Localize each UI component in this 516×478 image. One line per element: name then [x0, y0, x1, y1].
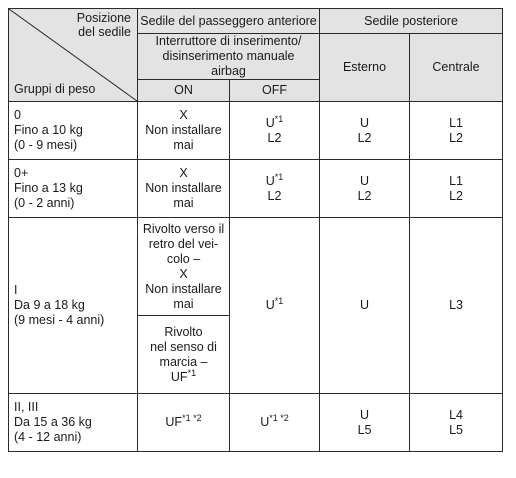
- position-label: Posizione del sedile: [76, 11, 131, 39]
- center-cell: L1 L2: [410, 102, 503, 160]
- table-row: [9, 218, 503, 316]
- group-cell: 0 Fino a 10 kg (0 - 9 mesi): [9, 102, 138, 160]
- rear-seat-header: Sedile posteriore: [320, 9, 503, 34]
- outer-cell: U L2: [320, 102, 410, 160]
- off-header: OFF: [230, 80, 320, 102]
- center-header: Centrale: [410, 34, 503, 102]
- header-corner-cell: [9, 9, 138, 102]
- off-cell: $U^{*1}$ L2: [230, 102, 320, 160]
- off-cell: $U^{*1 *2}$: [230, 394, 320, 452]
- outer-cell: U L2: [320, 160, 410, 218]
- front-passenger-header: Sedile del passeggero anteriore: [138, 9, 320, 34]
- on-forward-facing-cell: Rivolto nel senso di marcia – UF$^{*1}$: [138, 316, 230, 394]
- group-cell: I Da 9 a 18 kg (9 mesi - 4 anni): [9, 218, 138, 394]
- on-cell: X Non installare mai: [138, 160, 230, 218]
- center-cell: L3: [410, 218, 503, 394]
- groups-label: Gruppi di peso: [14, 82, 96, 96]
- table-row: [9, 102, 503, 160]
- on-cell: X Non installare mai: [138, 102, 230, 160]
- outer-cell: U: [320, 218, 410, 394]
- seat-suitability-table: [8, 8, 503, 452]
- off-cell: $U^{*1}$ L2: [230, 160, 320, 218]
- table-row: [9, 160, 503, 218]
- center-cell: L4 L5: [410, 394, 503, 452]
- on-header: ON: [138, 80, 230, 102]
- group-cell: II, III Da 15 a 36 kg (4 - 12 anni): [9, 394, 138, 452]
- group-cell: 0+ Fino a 13 kg (0 - 2 anni): [9, 160, 138, 218]
- center-cell: L1 L2: [410, 160, 503, 218]
- airbag-switch-header: Interruttore di inserimento/ disinserimento manuale airbag: [138, 34, 320, 80]
- on-rear-facing-cell: Rivolto verso il retro del vei- colo – X Non installare mai: [138, 218, 230, 316]
- outer-header: Esterno: [320, 34, 410, 102]
- off-cell: $U^{*1}$: [230, 218, 320, 394]
- on-cell: $UF^{*1 *2}$: [138, 394, 230, 452]
- table-row: [9, 394, 503, 452]
- outer-cell: U L5: [320, 394, 410, 452]
